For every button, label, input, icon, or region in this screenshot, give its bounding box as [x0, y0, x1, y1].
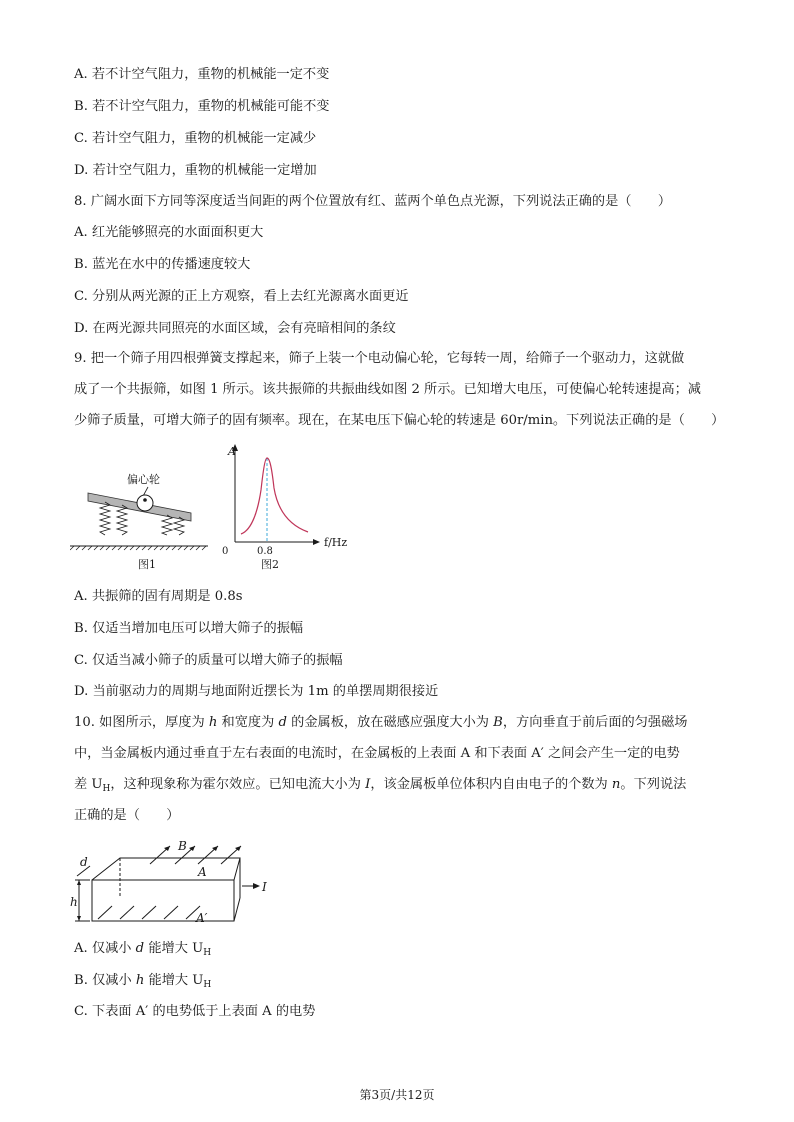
q10-stem-line-3: [74, 776, 686, 798]
var-d: d: [135, 941, 145, 956]
q10-option-b: [74, 972, 211, 994]
var-n: n: [611, 777, 621, 792]
field-label-B: B: [178, 839, 187, 853]
q10-text: 和宽度为: [217, 715, 279, 730]
subscript-h: H: [203, 980, 212, 990]
subscript-h: H: [203, 948, 212, 958]
q10-stem-line-4: 正确的是（ ）: [74, 808, 180, 823]
hall-effect-figure: [70, 836, 280, 928]
q8-option-d: D. 在两光源共同照亮的水面区域，会有亮暗相间的条纹: [74, 321, 396, 336]
q9-option-c: C. 仅适当减小筛子的质量可以增大筛子的振幅: [74, 653, 343, 668]
q9-figures: [70, 440, 370, 575]
q7-option-c: C. 若计空气阻力，重物的机械能一定减少: [74, 131, 317, 146]
q10-text: ，方向垂直于前后面的匀强磁场: [502, 715, 688, 730]
dimension-label-h: h: [70, 895, 78, 909]
eccentric-wheel-label: 偏心轮: [127, 473, 160, 486]
var-d: d: [278, 715, 287, 730]
q9-stem-line-3: 少筛子质量，可增大筛子的固有频率。现在，在某电压下偏心轮的转速是 60r/min。下列说法正确的是（ ）: [74, 413, 725, 428]
q10-stem-line-2: 中，当金属板内通过垂直于左右表面的电流时，在金属板的上表面 A 和下表面 A′ 之间会产生一定的电势: [74, 746, 680, 761]
springs-right: [162, 515, 184, 535]
var-B: B: [493, 715, 503, 730]
figure-1-caption: 图1: [138, 558, 156, 571]
front-face-field-lines: [98, 906, 200, 919]
x-axis-label: f/Hz: [324, 536, 348, 549]
q8-option-c: C. 分别从两光源的正上方观察，看上去红光源离水面更近: [74, 289, 409, 304]
page-footer: 第3页/共12页: [359, 1088, 435, 1102]
q9-option-d: D. 当前驱动力的周期与地面附近摆长为 1m 的单摆周期很接近: [74, 684, 439, 699]
q10-text: 10. 如图所示，厚度为: [74, 715, 209, 730]
q10-option-c: C. 下表面 A′ 的电势低于上表面 A 的电势: [74, 1004, 316, 1019]
var-I: I: [365, 777, 371, 792]
peak-frequency-label: 0.8: [257, 546, 273, 557]
q10-option-text: B. 仅减小: [74, 973, 136, 988]
plate-top-face: [92, 858, 240, 880]
plate-front-face: [92, 880, 234, 921]
figure-2-resonance-curve: [222, 444, 347, 571]
ground-hatch: [70, 546, 206, 550]
origin-label: 0: [222, 546, 229, 557]
surface-label-A: A: [198, 865, 207, 879]
q8-stem: 8. 广阔水面下方同等深度适当间距的两个位置放有红、蓝两个单色点光源，下列说法正确的是（ ）: [74, 194, 672, 209]
figure-1-shaker: [70, 472, 208, 571]
q7-option-b: B. 若不计空气阻力，重物的机械能可能不变: [74, 99, 330, 114]
q10-option-text: A. 仅减小: [74, 941, 136, 956]
magnetic-field-arrows: [150, 846, 241, 864]
q9-option-a: A. 共振筛的固有周期是 0.8s: [74, 589, 243, 604]
subscript-h: H: [102, 784, 111, 794]
figure-2-caption: 图2: [261, 558, 279, 571]
y-axis-label: A: [228, 445, 236, 458]
q9-stem-line-1: 9. 把一个筛子用四根弹簧支撑起来，筛子上装一个电动偏心轮，它每转一周，给筛子一个驱动力，这就做: [74, 351, 685, 366]
q10-text: 的金属板，放在磁感应强度大小为: [286, 715, 494, 730]
q10-text: ，该金属板单位体积内自由电子的个数为: [370, 777, 612, 792]
q8-option-a: A. 红光能够照亮的水面面积更大: [74, 225, 264, 240]
resonance-curve: [241, 458, 308, 534]
q7-option-a: A. 若不计空气阻力，重物的机械能一定不变: [74, 67, 330, 82]
var-h: h: [208, 715, 218, 730]
surface-label-A-prime: A′: [196, 911, 208, 925]
q10-text: 差 U: [74, 777, 103, 792]
eccentric-wheel: [137, 495, 153, 511]
q10-option-a: [74, 940, 211, 962]
var-h: h: [135, 973, 145, 988]
q8-option-b: B. 蓝光在水中的传播速度较大: [74, 257, 251, 272]
q9-option-b: B. 仅适当增加电压可以增大筛子的振幅: [74, 621, 304, 636]
q10-option-text: 能增大 U: [144, 973, 204, 988]
q10-text: ，这种现象称为霍尔效应。已知电流大小为: [110, 777, 366, 792]
q9-stem-line-2: 成了一个共振筛，如图 1 所示。该共振筛的共振曲线如图 2 所示。已知增大电压，可使偏心轮转速提高；减: [74, 382, 701, 397]
q7-option-d: D. 若计空气阻力，重物的机械能一定增加: [74, 163, 317, 178]
q10-option-text: 能增大 U: [144, 941, 204, 956]
dimension-label-d: d: [80, 855, 88, 869]
q10-stem-line-1: [74, 714, 687, 732]
current-label-I: I: [262, 880, 267, 894]
q10-text: 。下列说法: [620, 777, 687, 792]
